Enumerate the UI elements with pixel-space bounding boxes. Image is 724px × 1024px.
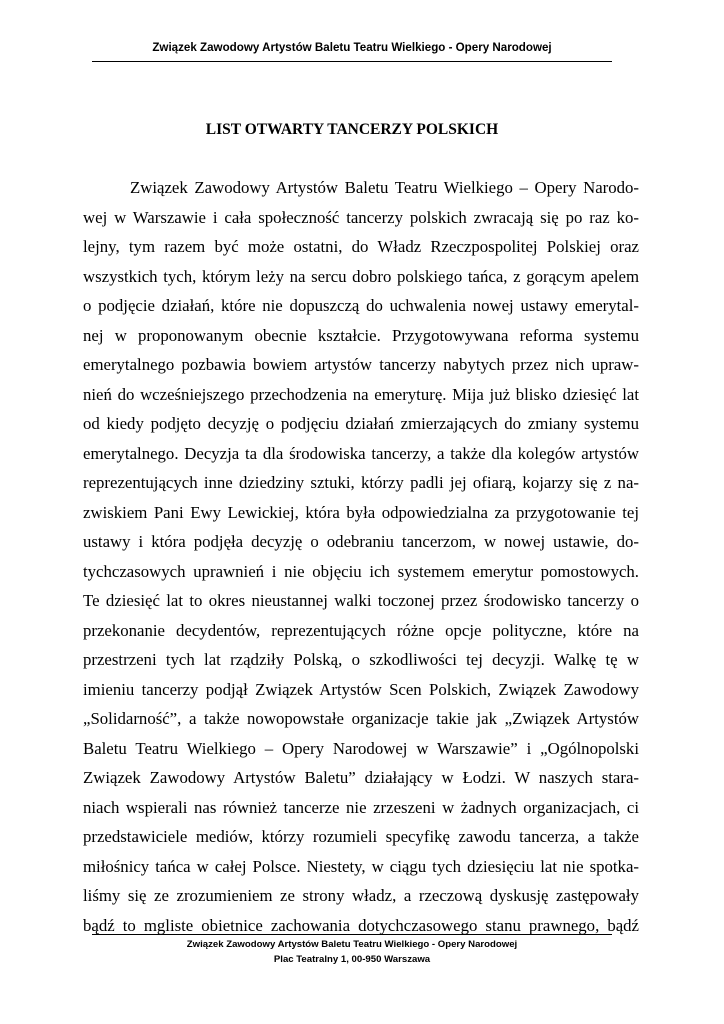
body-line: przedstawiciele mediów, którzy rozumieli specyfikę zawodu tancerza, a także	[83, 827, 639, 846]
body-line: emerytalnego pozbawia bowiem artystów tancerzy nabytych przez nich upraw-	[83, 355, 639, 374]
body-line: nień do wcześniejszego przechodzenia na emeryturę. Mija już blisko dziesięć lat	[83, 384, 639, 404]
page-header: Związek Zawodowy Artystów Baletu Teatru Wielkiego - Opery Narodowej	[152, 41, 552, 54]
body-line: Związek Zawodowy Artystów Baletu Teatru Wielkiego – Opery Narodo-	[130, 178, 639, 197]
body-line: Baletu Teatru Wielkiego – Opery Narodowej w Warszawie” i „Ogólnopolski	[83, 738, 639, 758]
footer-divider	[92, 934, 612, 935]
body-line: nej w proponowanym obecnie kształcie. Przygotowywana reforma systemu	[83, 325, 639, 345]
body-line: liśmy się ze zrozumieniem ze strony władz, a rzeczową dyskusję zastępowały	[83, 886, 639, 905]
body-line: Związek Zawodowy Artystów Baletu” działający w Łodzi. W naszych stara-	[83, 768, 639, 787]
page-footer	[92, 937, 612, 967]
body-line: miłośnicy tańca w całej Polsce. Niestety, w ciągu tych dziesięciu lat nie spotka-	[83, 856, 639, 876]
body-line: od kiedy podjęto decyzję o podjęciu działań zmierzających do zmiany systemu	[83, 414, 639, 433]
letter-body	[83, 173, 639, 940]
body-line: emerytalnego. Decyzja ta dla środowiska tancerzy, a także dla kolegów artystów	[83, 443, 639, 463]
body-line: niach wspierali nas również tancerze nie zrzeszeni w żadnych organizacjach, ci	[83, 797, 639, 817]
body-line: zwiskiem Pani Ewy Lewickiej, która była odpowiedzialna za przygotowanie tej	[83, 502, 639, 522]
body-line: przekonanie decydentów, reprezentujących różne opcje polityczne, które na	[83, 620, 639, 640]
body-line: o podjęcie działań, które nie dopuszczą do uchwalenia nowej ustawy emerytal-	[83, 296, 639, 315]
footer-address: Plac Teatralny 1, 00-950 Warszawa	[273, 954, 431, 965]
body-line: „Solidarność”, a także nowopowstałe organizacje takie jak „Związek Artystów	[83, 709, 639, 728]
header-divider	[92, 61, 612, 62]
body-line: imieniu tancerzy podjął Związek Artystów Scen Polskich, Związek Zawodowy	[83, 679, 639, 699]
footer-organization: Związek Zawodowy Artystów Baletu Teatru Wielkiego - Opery Narodowej	[186, 939, 518, 950]
body-line: Te dziesięć lat to okres nieustannej walki toczonej przez środowisko tancerzy o	[83, 591, 639, 610]
body-line: lejny, tym razem być może ostatni, do Władz Rzeczpospolitej Polskiej oraz	[83, 237, 639, 256]
body-line: reprezentujących inne dziedziny sztuki, którzy padli jej ofiarą, kojarzy się z na-	[83, 473, 639, 492]
body-line: wej w Warszawie i cała społeczność tancerzy polskich zwracają się po raz ko-	[83, 207, 639, 227]
body-line: tychczasowych uprawnień i nie objęciu ich systemem emerytur pomostowych.	[83, 561, 639, 581]
body-line: przestrzeni tych lat rządziły Polską, o szkodliwości tej decyzji. Walkę tę w	[83, 650, 639, 669]
body-line: wszystkich tych, którym leży na sercu dobro polskiego tańca, z gorącym apelem	[83, 266, 639, 286]
body-line: ustawy i która podjęła decyzję o odebraniu tancerzom, w nowej ustawie, do-	[83, 532, 639, 551]
body-line: bądź to mgliste obietnice zachowania dotychczasowego stanu prawnego, bądź	[83, 915, 639, 935]
document-title: LIST OTWARTY TANCERZY POLSKICH	[205, 121, 499, 138]
